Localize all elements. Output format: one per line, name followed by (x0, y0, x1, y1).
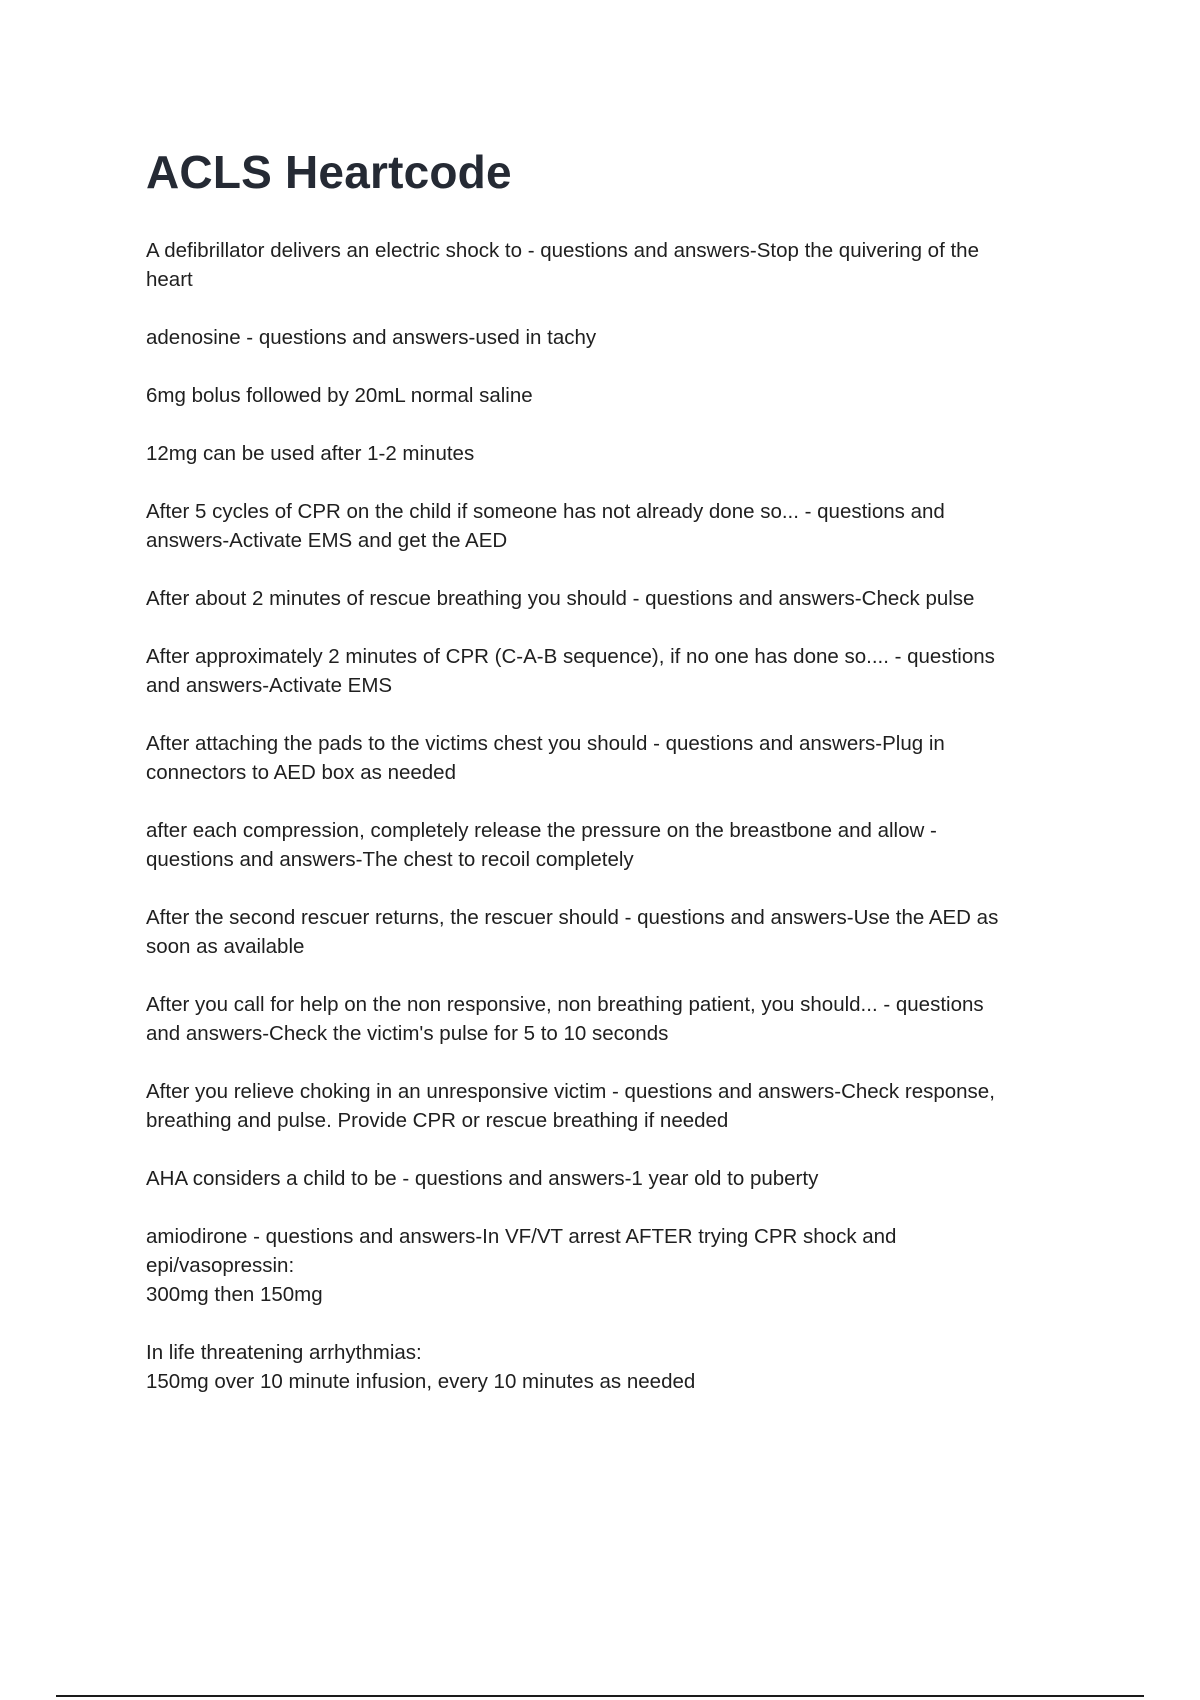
paragraph-line: After 5 cycles of CPR on the child if someone has not already done so... - questions and (146, 500, 945, 523)
paragraph-line: and answers-Check the victim's pulse for 5 to 10 seconds (146, 1022, 669, 1045)
paragraph-line: After approximately 2 minutes of CPR (C-A-B sequence), if no one has done so.... - questions (146, 645, 995, 668)
paragraph-line: 300mg then 150mg (146, 1283, 323, 1306)
document-body (146, 236, 1076, 1425)
paragraph-line: epi/vasopressin: (146, 1254, 295, 1277)
document-title: ACLS Heartcode (146, 146, 512, 198)
paragraph-line: After attaching the pads to the victims chest you should - questions and answers-Plug in (146, 732, 945, 755)
paragraph (146, 497, 1076, 555)
paragraph (146, 1338, 1076, 1396)
paragraph-line: after each compression, completely release the pressure on the breastbone and allow - (146, 819, 937, 842)
paragraph-line: heart (146, 268, 193, 291)
paragraph-line: A defibrillator delivers an electric shock to - questions and answers-Stop the quivering of the (146, 239, 979, 262)
paragraph-line: and answers-Activate EMS (146, 674, 393, 697)
paragraph-line: answers-Activate EMS and get the AED (146, 529, 508, 552)
paragraph (146, 1077, 1076, 1135)
paragraph-line: breathing and pulse. Provide CPR or rescue breathing if needed (146, 1109, 729, 1132)
paragraph (146, 990, 1076, 1048)
paragraph (146, 903, 1076, 961)
paragraph (146, 323, 1076, 352)
footer-divider (56, 1695, 1144, 1697)
paragraph (146, 729, 1076, 787)
paragraph (146, 816, 1076, 874)
paragraph (146, 584, 1076, 613)
paragraph-line: After about 2 minutes of rescue breathing you should - questions and answers-Check pulse (146, 587, 975, 610)
paragraph (146, 381, 1076, 410)
paragraph (146, 439, 1076, 468)
paragraph (146, 642, 1076, 700)
paragraph-line: adenosine - questions and answers-used in tachy (146, 326, 597, 349)
paragraph-line: After the second rescuer returns, the rescuer should - questions and answers-Use the AED as (146, 906, 999, 929)
paragraph-line: questions and answers-The chest to recoil completely (146, 848, 634, 871)
paragraph-line: 6mg bolus followed by 20mL normal saline (146, 384, 533, 407)
paragraph-line: soon as available (146, 935, 305, 958)
paragraph-line: connectors to AED box as needed (146, 761, 456, 784)
paragraph (146, 1164, 1076, 1193)
paragraph-line: After you call for help on the non responsive, non breathing patient, you should... - questions (146, 993, 984, 1016)
paragraph-line: 150mg over 10 minute infusion, every 10 minutes as needed (146, 1370, 696, 1393)
paragraph-line: 12mg can be used after 1-2 minutes (146, 442, 475, 465)
paragraph (146, 1222, 1076, 1309)
paragraph-line: In life threatening arrhythmias: (146, 1341, 422, 1364)
paragraph (146, 236, 1076, 294)
paragraph-line: After you relieve choking in an unresponsive victim - questions and answers-Check response, (146, 1080, 995, 1103)
paragraph-line: amiodirone - questions and answers-In VF/VT arrest AFTER trying CPR shock and (146, 1225, 897, 1248)
paragraph-line: AHA considers a child to be - questions and answers-1 year old to puberty (146, 1167, 819, 1190)
